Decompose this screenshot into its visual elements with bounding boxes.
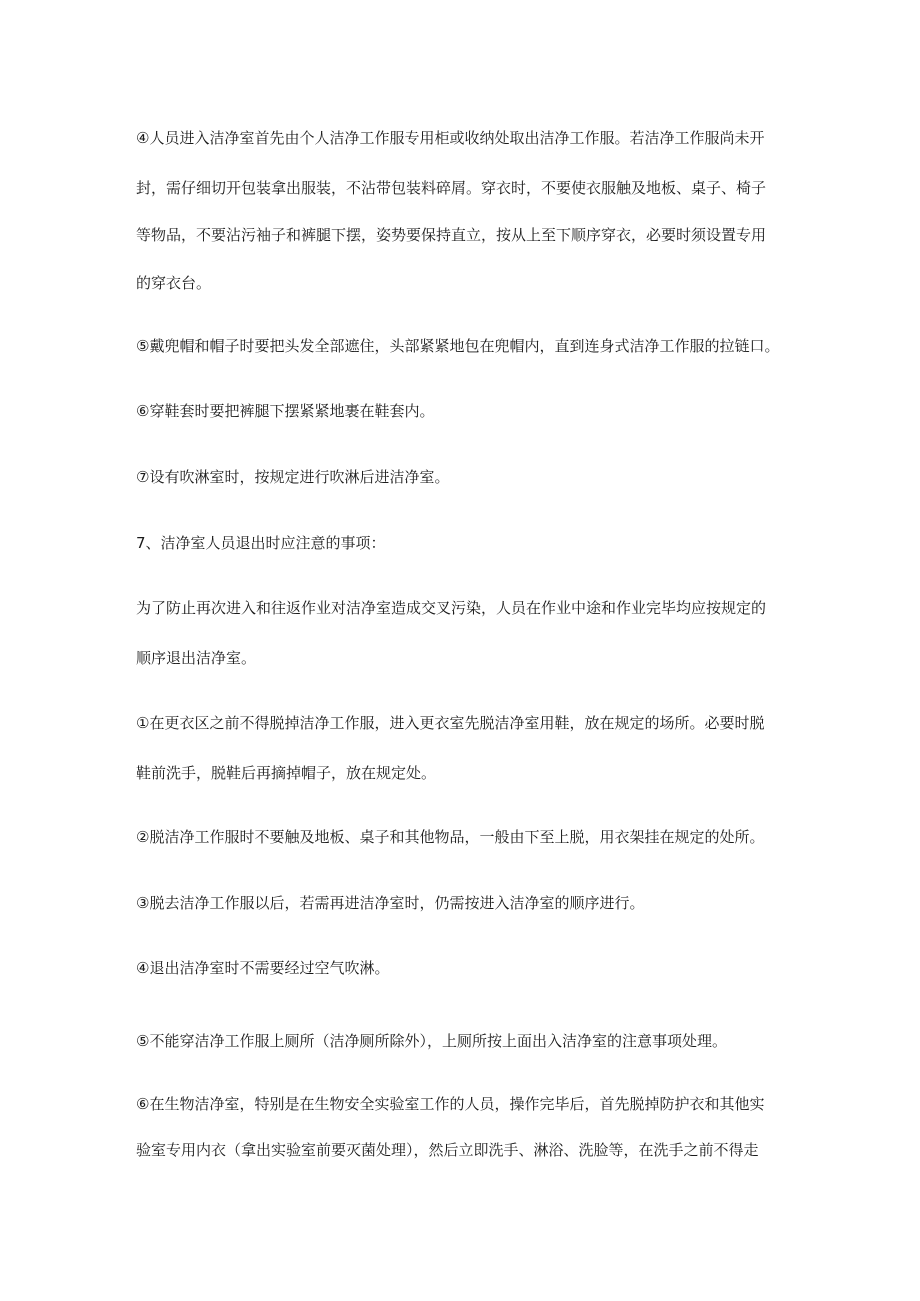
- paragraph-line: 验室专用内衣（拿出实验室前要灭菌处理），然后立即洗手、淋浴、洗脸等，在洗手之前不得走: [136, 1141, 759, 1159]
- paragraph-line: ④人员进入洁净室首先由个人洁净工作服专用柜或收纳处取出洁净工作服。若洁净工作服尚未开: [136, 129, 765, 147]
- paragraph-line: 的穿衣台。: [136, 274, 212, 292]
- paragraph-line: 鞋前洗手，脱鞋后再摘掉帽子，放在规定处。: [136, 764, 437, 782]
- paragraph-line: 顺序退出洁净室。: [136, 649, 257, 667]
- paragraph-line: 为了防止再次进入和往返作业对洁净室造成交叉污染，人员在作业中途和作业完毕均应按规定的: [136, 599, 767, 617]
- section-heading: 7、洁净室人员退出时应注意的事项：: [136, 534, 386, 552]
- paragraph-line: ②脱洁净工作服时不要触及地板、桌子和其他物品，一般由下至上脱，用衣架挂在规定的处所。: [136, 828, 765, 846]
- paragraph-line: ⑥穿鞋套时要把裤腿下摆紧紧地裹在鞋套内。: [136, 402, 435, 420]
- paragraph-line: 等物品，不要沾污袖子和裤腿下摆，姿势要保持直立，按从上至下顺序穿衣，必要时须设置专用: [136, 226, 767, 244]
- paragraph-line: ⑥在生物洁净室，特别是在生物安全实验室工作的人员，操作完毕后，首先脱掉防护衣和其他实: [136, 1095, 765, 1113]
- paragraph-line: ⑤戴兜帽和帽子时要把头发全部遮住，头部紧紧地包在兜帽内，直到连身式洁净工作服的拉链口。: [136, 337, 780, 355]
- paragraph-line: ①在更衣区之前不得脱掉洁净工作服，进入更衣室先脱洁净室用鞋，放在规定的场所。必要时脱: [136, 714, 765, 732]
- paragraph-line: ④退出洁净室时不需要经过空气吹淋。: [136, 959, 390, 977]
- paragraph-line: ⑦设有吹淋室时，按规定进行吹淋后进洁净室。: [136, 468, 450, 486]
- paragraph-line: ⑤不能穿洁净工作服上厕所（洁净厕所除外），上厕所按上面出入洁净室的注意事项处理。: [136, 1032, 727, 1050]
- paragraph-line: 封，需仔细切开包装拿出服装，不沾带包装料碎屑。穿衣时，不要使衣服触及地板、桌子、椅子: [136, 179, 767, 197]
- paragraph-line: ③脱去洁净工作服以后，若需再进洁净室时，仍需按进入洁净室的顺序进行。: [136, 894, 645, 912]
